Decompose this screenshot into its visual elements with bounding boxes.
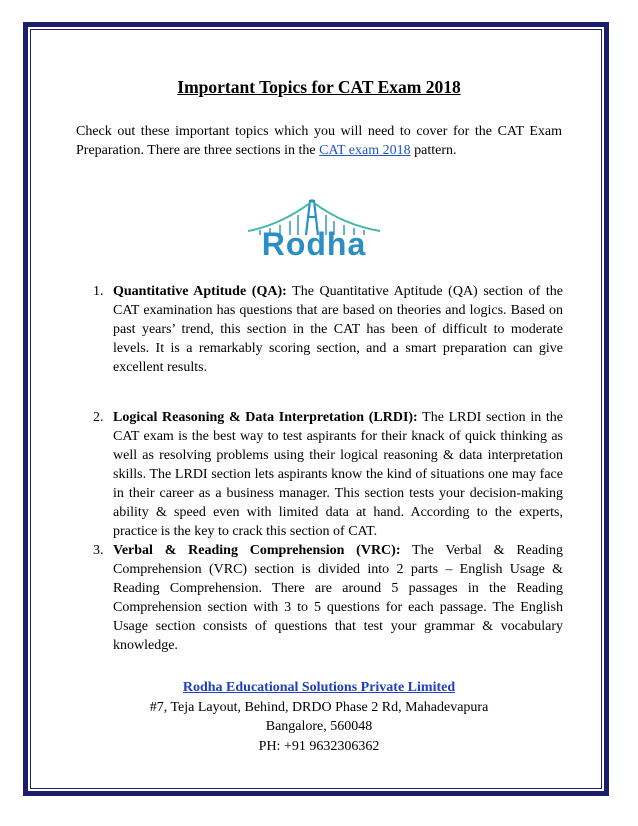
page-title: Important Topics for CAT Exam 2018 [177,77,461,97]
address-line-1: #7, Teja Layout, Behind, DRDO Phase 2 Rd, Mahadevapura [149,699,489,715]
list-item-vrc [93,541,563,655]
section-heading: Logical Reasoning & Data Interpretation (LRDI): [113,410,418,425]
section-heading: Verbal & Reading Comprehension (VRC): [113,543,401,558]
section-heading: Quantitative Aptitude (QA): [113,284,287,299]
company-link[interactable]: Rodha Educational Solutions Private Limited [182,680,456,695]
phone-number: PH: +91 9632306362 [258,738,380,754]
list-number: 1. [93,284,104,299]
section-text: The Quantitative Aptitude (QA) section of the CAT examination has questions that are based on theories and logics. Based on past years’ trend, this section in the CAT has been of difficult to moderate levels. It is a remarkably scoring section, and a smart preparation can give excellent results. [113,284,563,375]
address-line-2: Bangalore, 560048 [265,719,373,734]
section-text: The Verbal & Reading Comprehension (VRC) section is divided into 2 parts – English Usage & Reading Comprehension. There are around 5 passages in the Reading Comprehension section with 3 to 5 questions for each passage. The English Usage section consists of questions that test your grammar & vocabulary knowledge. [113,543,563,653]
intro-paragraph [76,122,562,160]
intro-text-after: pattern. [410,143,457,158]
list-number: 2. [93,410,104,425]
logo-wordmark: Rodha [261,226,367,262]
rodha-logo [240,197,388,263]
list-item-qa [93,282,563,377]
list-number: 3. [93,543,104,558]
list-item-lrdi [93,408,563,541]
intro-text-before: Check out these important topics which you will need to cover for the CAT Exam Preparation. There are three sections in the [76,124,562,158]
section-text: The LRDI section in the CAT exam is the best way to test aspirants for their knack of quick thinking as well as resolving problems using their logical reasoning & data interpretation skills. The LRDI section lets aspirants know the kind of situations one may face in their career as a business manager. This section tests your decision-making ability & speed even with limited data at hand. According to the experts, practice is the key to crack this section of CAT. [113,410,564,539]
footer-address-block [0,678,638,756]
cat-exam-link[interactable]: CAT exam 2018 [319,143,411,158]
